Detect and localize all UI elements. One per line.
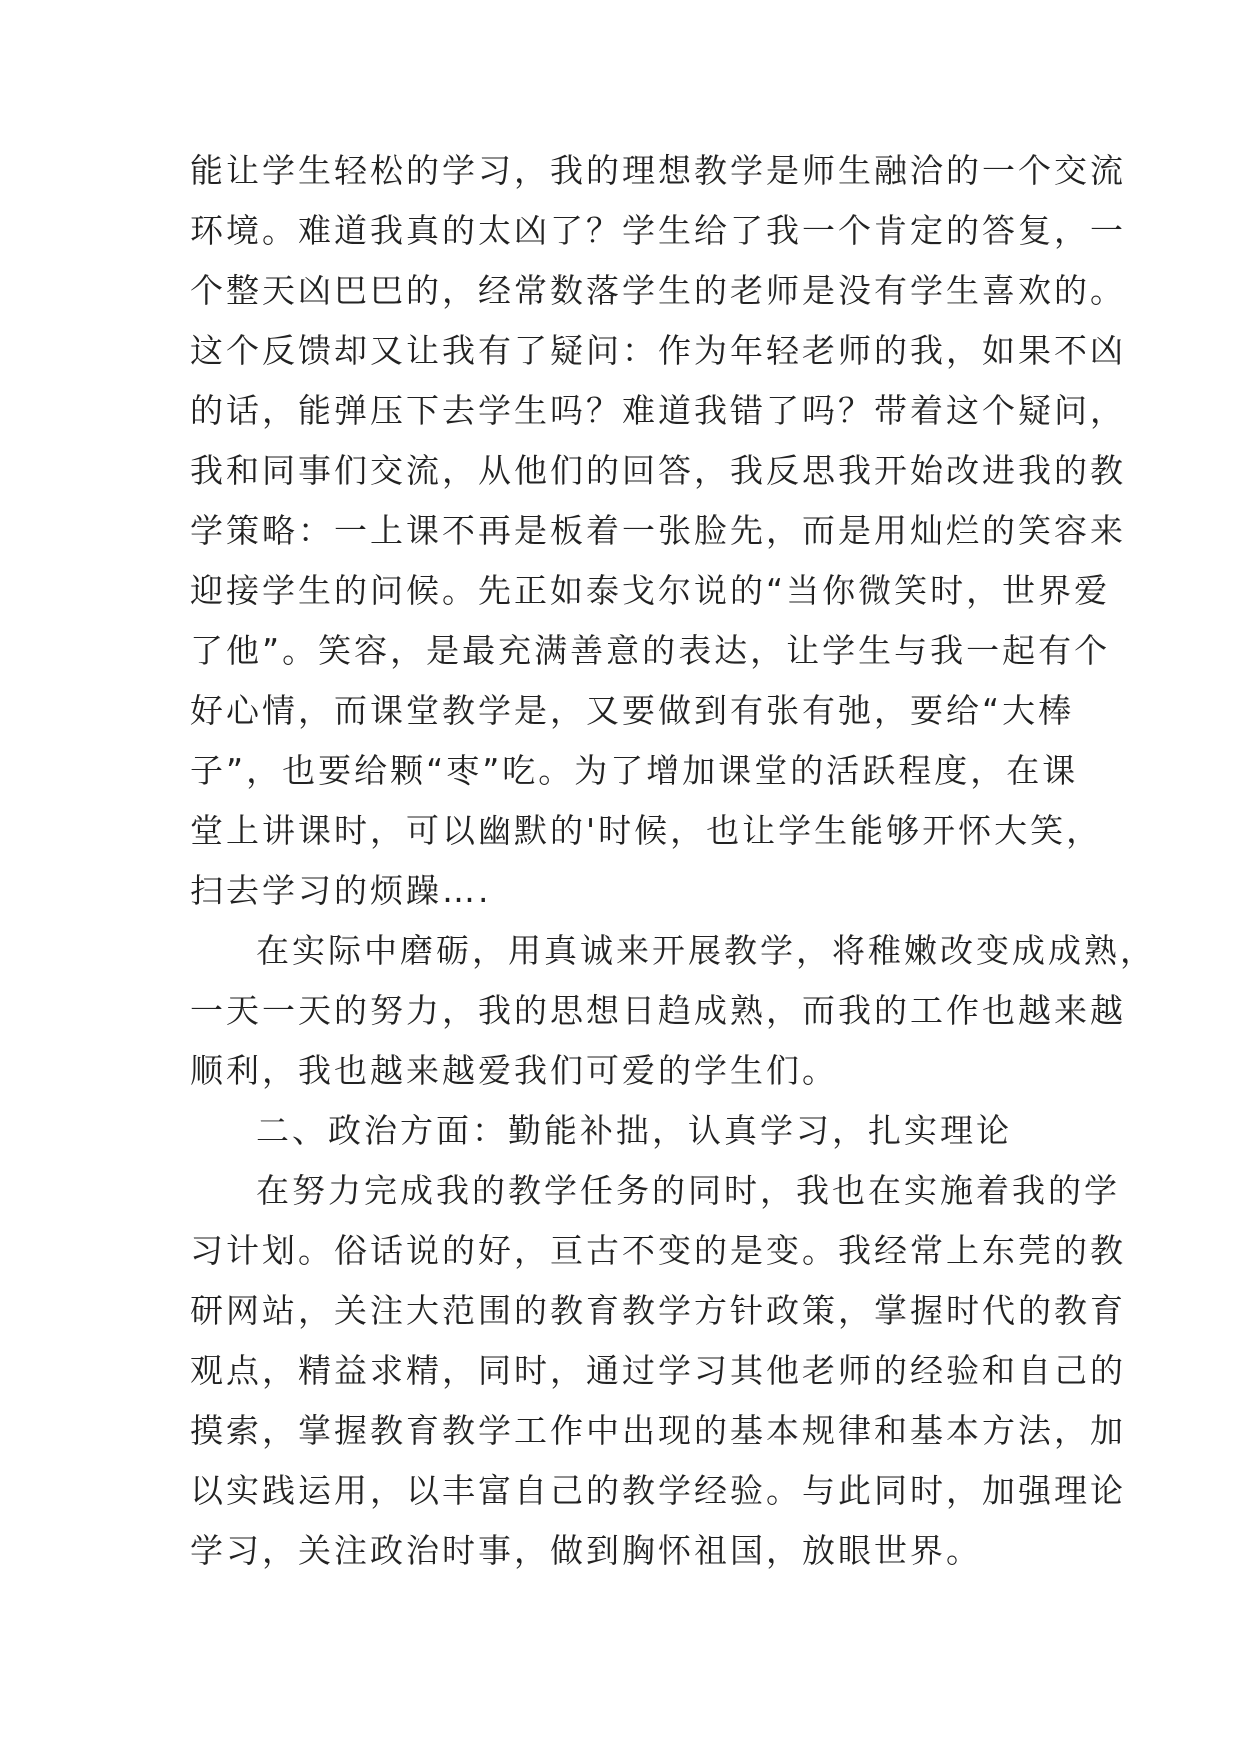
text-line: 个整天凶巴巴的，经常数落学生的老师是没有学生喜欢的。: [190, 271, 1126, 310]
text-line: 好心情，而课堂教学是，又要做到有张有弛，要给“大棒: [190, 691, 1075, 730]
text-line: 我和同事们交流，从他们的回答，我反思我开始改进我的教: [190, 451, 1126, 490]
text-line: 的话，能弹压下去学生吗？难道我错了吗？带着这个疑问，: [190, 391, 1126, 430]
text-line: 一天一天的努力，我的思想日趋成熟，而我的工作也越来越: [190, 991, 1126, 1030]
text-line: 子”，也要给颗“枣”吃。为了增加课堂的活跃程度，在课: [190, 751, 1079, 790]
paragraph-first-line: 在实际中磨砺，用真诚来开展教学，将稚嫩改变成成熟，: [256, 931, 1156, 970]
text-line: 摸索，掌握教育教学工作中出现的基本规律和基本方法，加: [190, 1411, 1126, 1450]
text-line: 学策略：一上课不再是板着一张脸先，而是用灿烂的笑容来: [190, 511, 1126, 550]
text-line: 以实践运用，以丰富自己的教学经验。与此同时，加强理论: [190, 1471, 1126, 1510]
text-line: 这个反馈却又让我有了疑问：作为年轻老师的我，如果不凶: [190, 331, 1126, 370]
text-line: 了他”。笑容，是最充满善意的表达，让学生与我一起有个: [190, 631, 1111, 670]
text-line: 环境。难道我真的太凶了？学生给了我一个肯定的答复，一: [190, 211, 1126, 250]
text-line: 扫去学习的烦躁….: [190, 871, 492, 910]
text-line: 研网站，关注大范围的教育教学方针政策，掌握时代的教育: [190, 1291, 1126, 1330]
text-line: 迎接学生的问候。先正如泰戈尔说的“当你微笑时，世界爱: [190, 571, 1111, 610]
text-line: 习计划。俗话说的好，亘古不变的是变。我经常上东莞的教: [190, 1231, 1126, 1270]
text-line: 顺利，我也越来越爱我们可爱的学生们。: [190, 1051, 838, 1090]
text-line: 能让学生轻松的学习，我的理想教学是师生融洽的一个交流: [190, 151, 1126, 190]
section-heading: 二、政治方面：勤能补拙，认真学习，扎实理论: [256, 1111, 1012, 1150]
text-line: 堂上讲课时，可以幽默的'时候，也让学生能够开怀大笑，: [190, 811, 1103, 850]
text-line: 学习，关注政治时事，做到胸怀祖国，放眼世界。: [190, 1531, 982, 1570]
text-line: 观点，精益求精，同时，通过学习其他老师的经验和自己的: [190, 1351, 1126, 1390]
paragraph-first-line: 在努力完成我的教学任务的同时，我也在实施着我的学: [256, 1171, 1120, 1210]
